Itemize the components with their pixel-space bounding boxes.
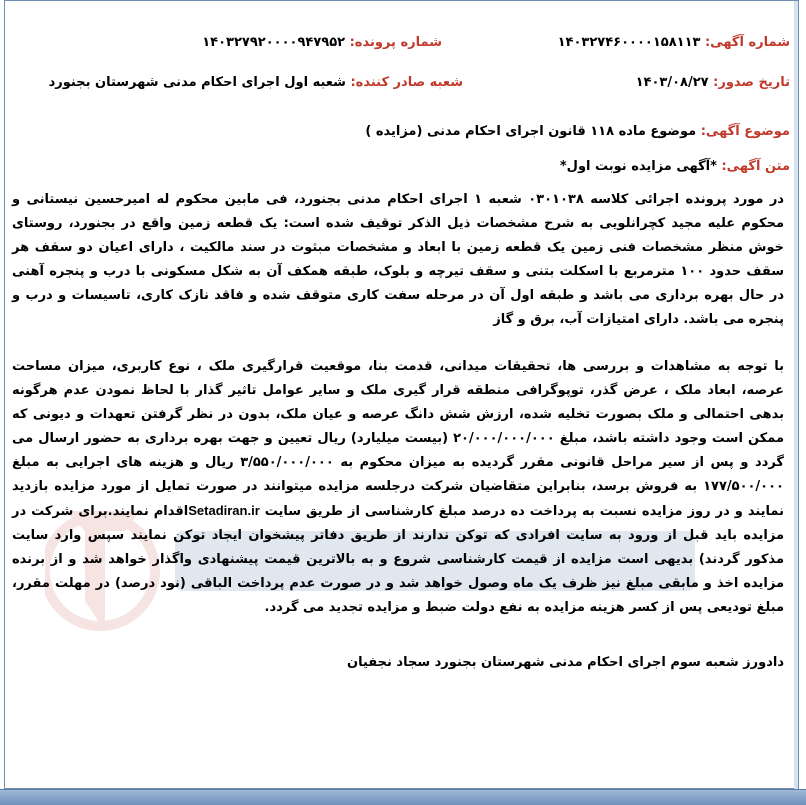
notice-title: *آگهی مزایده نوبت اول*	[559, 159, 717, 174]
paragraph-2-part-2: اقدام نمایند.برای شرکت در مزایده باید قبل از ورود به سایت افرادی که توکن ندارند از طریق دفاتر پیشخوان ایجاد توکن نمایند سپس وارد سایت مذکور گردند) بدیهی است مزایده از قیمت کارشناسی شروع و به بالاترین قیمت پیشنهادی واگذار خواهد شد و از برنده مزایده اخذ و مابقی مبلغ نیز ظرف یک ماه وصول خواهد شد و در صورت عدم پرداخت الباقی (نود درصد) در مهلت مقرر، مبلغ تودیعی پس از کسر هزینه مزایده به نفع دولت ضبط و مزایده تجدید می گردد.	[12, 504, 784, 615]
paragraph-2-part-1: با توجه به مشاهدات و بررسی ها، تحقیقات میدانی، قدمت بنا، موقعیت قرارگیری ملک ، نوع کاربری، میزان مساحت عرصه، ابعاد ملک ، عرض گذر، توپوگرافی منطقه قرار گیری ملک و سایر عوامل تاثیر گذار با لحاظ نمودن عدم هرگونه بدهی احتمالی و ملک بصورت تخلیه شده، ارزش شش دانگ عرصه و عیان ملک، بدون در نظر گرفتن تعهدات و دیونی که ممکن است وجود داشته باشد، مبلغ ۲۰/۰۰۰/۰۰۰/۰۰۰ (بیست میلیارد) ریال تعیین و جهت بهره برداری به حضور ارسال می گردد و پس از سیر مراحل قانونی مقرر گردیده به میزان محکوم به ۳/۵۵۰/۰۰۰/۰۰۰ ریال و هزینه های اجرایی به مبلغ ۱۷۷/۵۰۰/۰۰۰ به فروش برسد، بنابراین متقاضیان شرکت درجلسه مزایده میتوانند در صورت تمایل از مورد مزایده بازدید نمایند و در روز مزایده نسبت به پرداخت ده درصد مبلغ کارشناسی از طریق سایت	[12, 359, 784, 519]
case-number-value: ۱۴۰۳۲۷۹۲۰۰۰۰۹۴۷۹۵۲	[202, 35, 346, 50]
case-number-label: شماره پرونده:	[349, 35, 442, 50]
scrollbar[interactable]	[794, 1, 798, 790]
subject-label: موضوع آگهی:	[700, 124, 790, 139]
ad-number-label: شماره آگهی:	[704, 35, 790, 50]
subject-value: موضوع ماده ۱۱۸ قانون اجرای احکام مدنی (مزایده )	[365, 124, 697, 139]
ad-number-row	[558, 35, 790, 50]
signature-line: دادورز شعبه سوم اجرای احکام مدنی شهرستان بجنورد سجاد نجفیان	[346, 655, 784, 670]
notice-label: متن آگهی:	[721, 159, 790, 174]
case-number-row	[202, 35, 442, 50]
issuer-value: شعبه اول اجرای احکام مدنی شهرستان بجنورد	[48, 75, 346, 90]
notice-title-row	[560, 159, 790, 174]
ad-number-value: ۱۴۰۳۲۷۴۶۰۰۰۰۱۵۸۱۱۳	[557, 35, 701, 50]
subject-row	[365, 124, 790, 139]
issue-date-label: تاریخ صدور:	[713, 75, 790, 90]
bottom-bar	[0, 789, 806, 805]
paragraph-2	[12, 355, 784, 620]
setadiran-site-text: Setadiran.ir	[188, 503, 260, 518]
notice-frame	[4, 0, 799, 789]
issue-date-row	[636, 75, 790, 90]
paragraph-1: در مورد پرونده اجرائی کلاسه ۰۳۰۱۰۳۸ شعبه ۱ اجرای احکام مدنی بجنورد، فی مابین محکوم له امیرحسین نیستانی و محکوم علیه مجید کچرانلویی به شرح مشخصات ذیل الذکر توقیف شده است: یک قطعه زمین واقع در بجنورد، روستای خوش منظر مشخصات فنی زمین یک قطعه زمین با ابعاد و مشخصات مبثوت در سند مالکیت ، دارای اعیان دو سقف هر سقف حدود ۱۰۰ مترمربع با اسکلت بتنی و سقف تیرچه و بلوک، طبقه همکف آن به شکل مسکونی با درب و پنجره آهنی در حال بهره برداری می باشد و طبقه اول آن در مرحله سفت کاری متوقف شده و فاقد نازک کاری، تاسیسات و درب و پنجره می باشد. دارای امتیازات آب، برق و گاز	[12, 192, 784, 327]
issue-date-value: ۱۴۰۳/۰۸/۲۷	[635, 75, 709, 90]
issuer-row	[49, 75, 463, 90]
issuer-label: شعبه صادر کننده:	[350, 75, 463, 90]
